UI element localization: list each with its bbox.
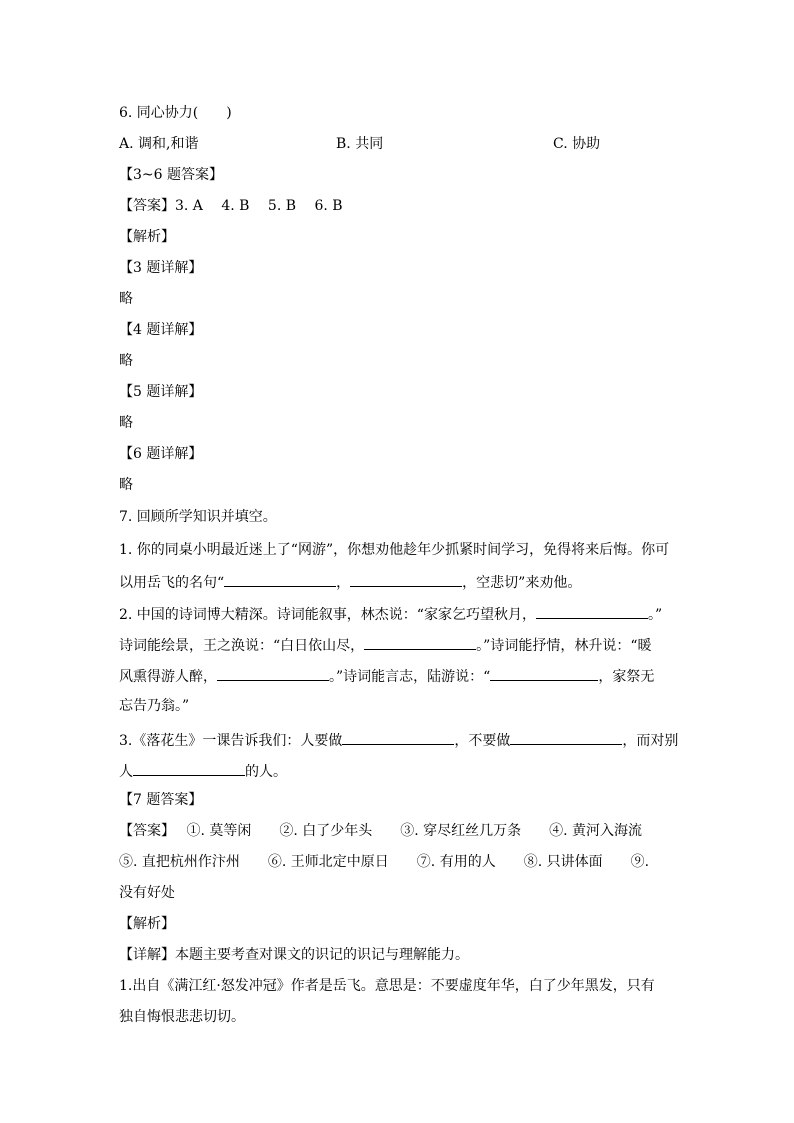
fill-blank[interactable] bbox=[342, 729, 454, 745]
q6-option-b: B. 共同 bbox=[336, 136, 384, 152]
answer-header-7: 【7 题答案】 bbox=[119, 792, 203, 808]
detail-7: 【详解】本题主要考查对课文的识记的识记与理解能力。 bbox=[119, 947, 469, 963]
q7-part1-line1: 1. 你的同桌小明最近迷上了“网游”，你想劝他趁年少抓紧时间学习，免得将来后悔。你可 bbox=[119, 542, 670, 558]
answer-7-line2: ⑤. 直把杭州作汴州 ⑥. 王师北定中原日 ⑦. 有用的人 ⑧. 只讲体面 ⑨. bbox=[119, 854, 650, 870]
q7-part2-line3: 风熏得游人醉， 。”诗词能言志，陆游说：“ ，家祭无 bbox=[119, 665, 654, 687]
fill-blank[interactable] bbox=[217, 665, 329, 681]
detail-text-4: 略 bbox=[119, 353, 133, 369]
analysis-header-7: 【解析】 bbox=[119, 916, 175, 932]
fill-blank[interactable] bbox=[364, 634, 476, 650]
detail-header-6: 【6 题详解】 bbox=[119, 446, 203, 462]
explanation-7-line2: 独自悔恨悲悲切切。 bbox=[119, 1009, 245, 1025]
answer-7-line1: 【答案】 ①. 莫等闲 ②. 白了少年头 ③. 穿尽红丝几万条 ④. 黄河入海流 bbox=[119, 823, 643, 839]
fill-blank[interactable] bbox=[350, 571, 462, 587]
explanation-7-line1: 1.出自《满江红·怒发冲冠》作者是岳飞。意思是：不要虚度年华，白了少年黑发，只有 bbox=[119, 978, 655, 994]
fill-blank[interactable] bbox=[224, 571, 336, 587]
detail-header-3: 【3 题详解】 bbox=[119, 260, 203, 276]
q7-part2-line1: 2. 中国的诗词博大精深。诗词能叙事，林杰说：“家家乞巧望秋月， 。” bbox=[119, 603, 662, 625]
q7-part1-line2: 以用岳飞的名句“ ， ，空悲切”来劝他。 bbox=[119, 571, 581, 593]
fill-blank[interactable] bbox=[133, 760, 245, 776]
fill-blank[interactable] bbox=[510, 729, 622, 745]
detail-text-6: 略 bbox=[119, 477, 133, 493]
detail-header-4: 【4 题详解】 bbox=[119, 322, 203, 338]
q7-part3-line1: 3.《落花生》一课告诉我们：人要做 ，不要做 ，而对别 bbox=[119, 729, 678, 751]
answer-7-line3: 没有好处 bbox=[119, 885, 175, 901]
q7-part3-line2: 人 的人。 bbox=[119, 760, 287, 782]
answer-header-3-6: 【3~6 题答案】 bbox=[119, 167, 223, 183]
detail-text-5: 略 bbox=[119, 415, 133, 431]
fill-blank[interactable] bbox=[536, 603, 648, 619]
q7-part2-line2: 诗词能绘景，王之涣说：“白日依山尽， 。”诗词能抒情，林升说：“暖 bbox=[119, 634, 651, 656]
analysis-header-3-6: 【解析】 bbox=[119, 229, 175, 245]
fill-blank[interactable] bbox=[490, 665, 598, 681]
q6-option-a: A. 调和,和谐 bbox=[119, 136, 199, 152]
q6-option-c: C. 协助 bbox=[553, 136, 601, 152]
detail-header-5: 【5 题详解】 bbox=[119, 384, 203, 400]
q7-stem: 7. 回顾所学知识并填空。 bbox=[119, 509, 277, 525]
q7-part2-line4: 忘告乃翁。” bbox=[119, 698, 190, 714]
detail-text-3: 略 bbox=[119, 291, 133, 307]
q6-stem: 6. 同心协力( ) bbox=[119, 105, 232, 121]
answer-3-6: 【答案】3. A 4. B 5. B 6. B bbox=[119, 198, 343, 214]
